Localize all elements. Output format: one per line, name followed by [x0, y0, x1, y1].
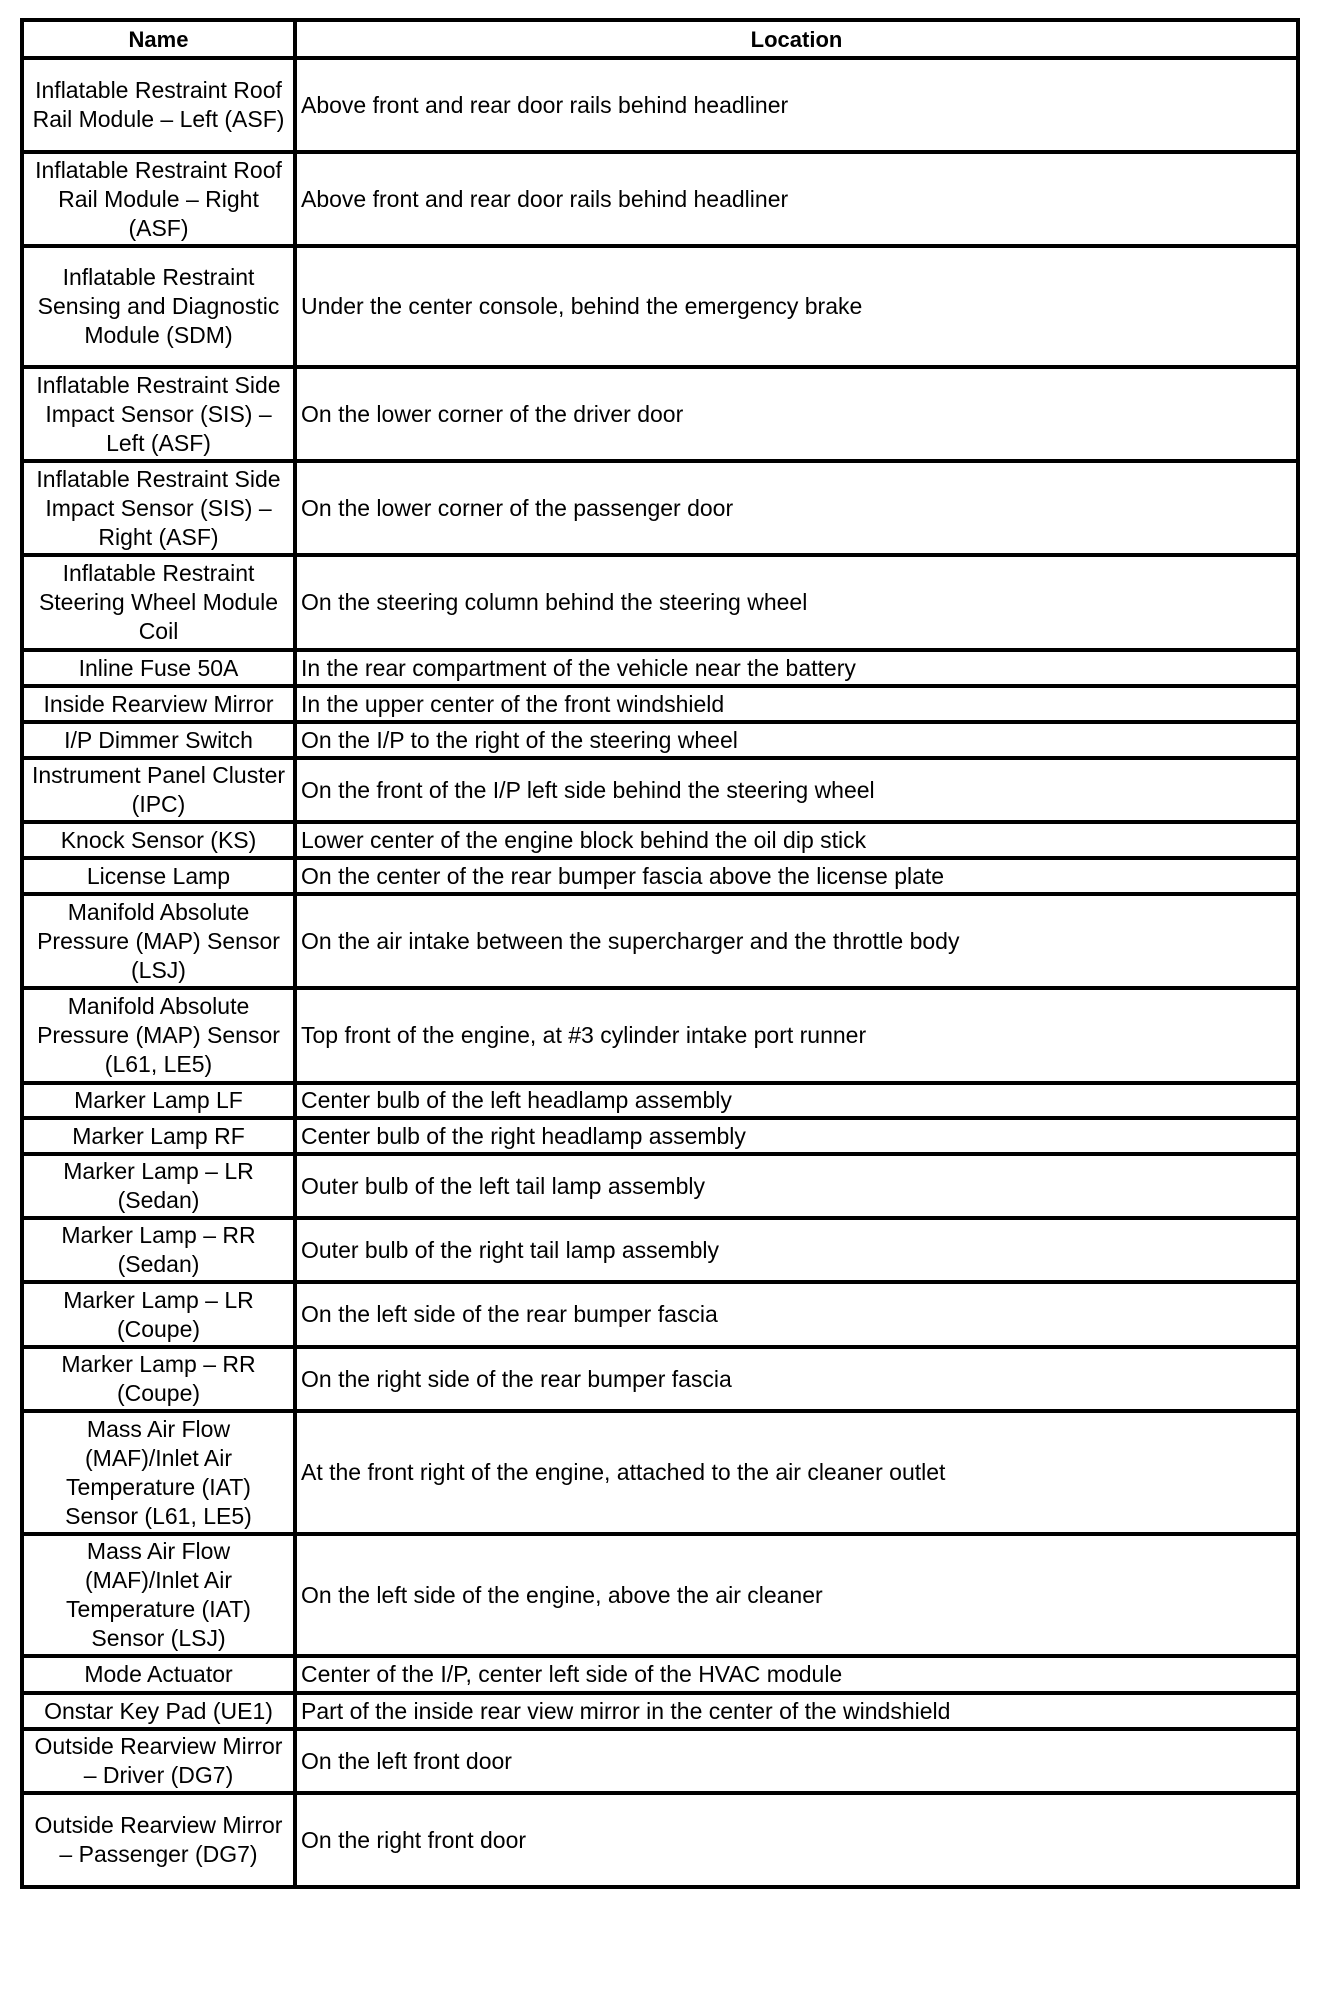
component-location-cell: Top front of the engine, at #3 cylinder intake port runner [295, 988, 1298, 1083]
component-name-cell: Outside Rearview Mirror – Driver (DG7) [22, 1729, 295, 1793]
table-row [22, 758, 1298, 822]
table-row [22, 1793, 1298, 1887]
component-name-cell: Marker Lamp – LR (Coupe) [22, 1282, 295, 1347]
component-location-cell: On the right front door [295, 1793, 1298, 1887]
component-location-cell: Outer bulb of the right tail lamp assembly [295, 1218, 1298, 1282]
component-name-cell: Marker Lamp LF [22, 1083, 295, 1118]
component-location-cell: On the lower corner of the passenger door [295, 461, 1298, 555]
component-location-cell: Above front and rear door rails behind headliner [295, 58, 1298, 152]
component-name-cell: Inflatable Restraint Roof Rail Module – Left (ASF) [22, 58, 295, 152]
component-location-cell: On the steering column behind the steering wheel [295, 555, 1298, 650]
component-location-cell: On the left side of the engine, above the air cleaner [295, 1534, 1298, 1656]
table-row [22, 1729, 1298, 1793]
table-row [22, 650, 1298, 686]
component-location-cell: In the upper center of the front windshield [295, 686, 1298, 722]
table-row [22, 1411, 1298, 1534]
table-row [22, 1347, 1298, 1411]
table-row [22, 1118, 1298, 1154]
component-location-cell: At the front right of the engine, attached to the air cleaner outlet [295, 1411, 1298, 1534]
component-name-cell: Inflatable Restraint Side Impact Sensor (SIS) – Right (ASF) [22, 461, 295, 555]
component-location-cell: On the left front door [295, 1729, 1298, 1793]
table-body [22, 58, 1298, 1887]
table-row [22, 555, 1298, 650]
component-location-cell: On the air intake between the supercharger and the throttle body [295, 894, 1298, 988]
table-row [22, 988, 1298, 1083]
component-name-cell: Instrument Panel Cluster (IPC) [22, 758, 295, 822]
table-row [22, 722, 1298, 758]
table-header-row [22, 20, 1298, 58]
table-row [22, 1083, 1298, 1118]
component-location-cell: On the left side of the rear bumper fascia [295, 1282, 1298, 1347]
component-name-cell: License Lamp [22, 858, 295, 894]
component-location-cell: Part of the inside rear view mirror in the center of the windshield [295, 1693, 1298, 1729]
component-name-cell: Mode Actuator [22, 1656, 295, 1693]
table-row [22, 58, 1298, 152]
table-row [22, 1154, 1298, 1218]
component-name-cell: Mass Air Flow (MAF)/Inlet Air Temperature (IAT) Sensor (L61, LE5) [22, 1411, 295, 1534]
component-location-table [20, 18, 1300, 1889]
table-row [22, 152, 1298, 246]
component-name-cell: Outside Rearview Mirror – Passenger (DG7) [22, 1793, 295, 1887]
table-row [22, 894, 1298, 988]
component-name-cell: Onstar Key Pad (UE1) [22, 1693, 295, 1729]
component-name-cell: Marker Lamp RF [22, 1118, 295, 1154]
component-location-cell: Center of the I/P, center left side of the HVAC module [295, 1656, 1298, 1693]
component-location-cell: Under the center console, behind the emergency brake [295, 246, 1298, 367]
table-row [22, 1282, 1298, 1347]
component-location-cell: On the I/P to the right of the steering wheel [295, 722, 1298, 758]
component-name-cell: I/P Dimmer Switch [22, 722, 295, 758]
component-name-cell: Inflatable Restraint Roof Rail Module – Right (ASF) [22, 152, 295, 246]
component-name-cell: Marker Lamp – RR (Coupe) [22, 1347, 295, 1411]
table-row [22, 822, 1298, 858]
component-name-cell: Inline Fuse 50A [22, 650, 295, 686]
component-name-cell: Inflatable Restraint Steering Wheel Module Coil [22, 555, 295, 650]
component-name-cell: Marker Lamp – LR (Sedan) [22, 1154, 295, 1218]
table-row [22, 367, 1298, 461]
component-name-cell: Inflatable Restraint Sensing and Diagnostic Module (SDM) [22, 246, 295, 367]
component-location-cell: Center bulb of the left headlamp assembly [295, 1083, 1298, 1118]
table-row [22, 686, 1298, 722]
table-row [22, 461, 1298, 555]
component-location-cell: On the front of the I/P left side behind the steering wheel [295, 758, 1298, 822]
table-row [22, 1656, 1298, 1693]
component-location-cell: Center bulb of the right headlamp assembly [295, 1118, 1298, 1154]
component-location-cell: Lower center of the engine block behind the oil dip stick [295, 822, 1298, 858]
component-name-cell: Inside Rearview Mirror [22, 686, 295, 722]
table-row [22, 1534, 1298, 1656]
table-row [22, 246, 1298, 367]
table-row [22, 858, 1298, 894]
table-row [22, 1693, 1298, 1729]
table-row [22, 1218, 1298, 1282]
component-location-cell: Above front and rear door rails behind headliner [295, 152, 1298, 246]
component-name-cell: Marker Lamp – RR (Sedan) [22, 1218, 295, 1282]
column-header-location: Location [295, 20, 1298, 58]
component-name-cell: Inflatable Restraint Side Impact Sensor (SIS) – Left (ASF) [22, 367, 295, 461]
component-location-cell: In the rear compartment of the vehicle near the battery [295, 650, 1298, 686]
component-name-cell: Manifold Absolute Pressure (MAP) Sensor (LSJ) [22, 894, 295, 988]
component-location-cell: On the right side of the rear bumper fascia [295, 1347, 1298, 1411]
component-location-cell: Outer bulb of the left tail lamp assembly [295, 1154, 1298, 1218]
component-location-cell: On the lower corner of the driver door [295, 367, 1298, 461]
column-header-name: Name [22, 20, 295, 58]
component-name-cell: Knock Sensor (KS) [22, 822, 295, 858]
component-name-cell: Manifold Absolute Pressure (MAP) Sensor (L61, LE5) [22, 988, 295, 1083]
component-name-cell: Mass Air Flow (MAF)/Inlet Air Temperature (IAT) Sensor (LSJ) [22, 1534, 295, 1656]
component-location-cell: On the center of the rear bumper fascia above the license plate [295, 858, 1298, 894]
